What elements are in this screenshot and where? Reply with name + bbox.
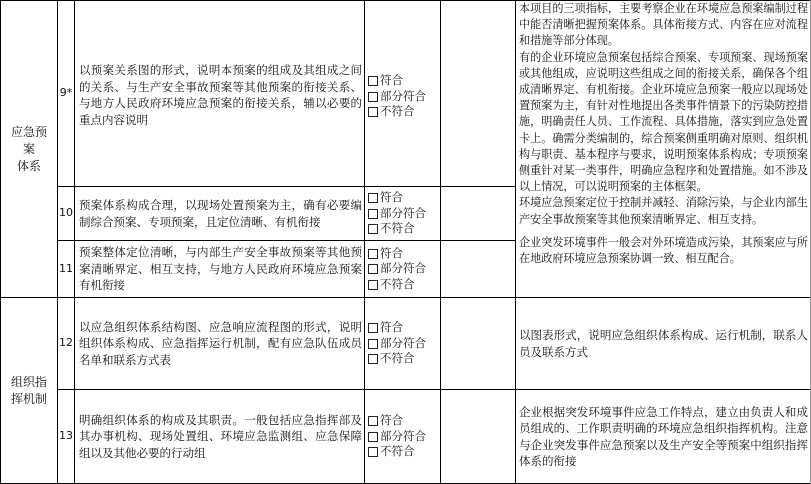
checkbox[interactable] xyxy=(368,323,378,333)
row-number: 12 xyxy=(59,336,73,350)
option-nonconforming[interactable]: 不符合 xyxy=(368,351,440,367)
note-paragraph: 有的企业环境应急预案包括综合预案、专项预案、现场预案或其他组成，应说明这些组成之间的衔接关系，确保各个组成清晰界定、有机衔接。企业环境应急预案一般应以现场处置预案为主，有针对性地提出各类事件情景下的污染防控措施，明确责任人员、工作流程、具体措施，落实到应急处置卡上。确需分类编制的，综合预案侧重明确对原则、组织机构与职责、基本程序与要求，说明预案体系构成；专项预案侧重针对某一类事件，明确应急程序和处置措施。如不涉及以上情况，可以说明预案的主体框架。 xyxy=(519,50,808,194)
option-partial[interactable]: 部分符合 xyxy=(368,206,440,222)
option-conforming[interactable]: 符合 xyxy=(368,190,440,206)
option-group xyxy=(365,390,440,483)
category-cell xyxy=(1,1,57,297)
guidance-note: 以图表形式，说明应急组织体系构成、运行机制，联系人员及联系方式 xyxy=(519,328,808,359)
col-line xyxy=(440,0,441,484)
checkbox[interactable] xyxy=(368,280,378,290)
criterion-text: 预案整体定位清晰，与内部生产安全事故预案等其他预案清晰界定、相互支持，与地方人民政府环境应急预案有机衔接 xyxy=(79,245,362,293)
checkbox[interactable] xyxy=(368,264,378,274)
checkbox[interactable] xyxy=(368,92,378,102)
row-number: 13 xyxy=(59,429,73,443)
criterion-text: 以应急组织体系结构图、应急响应流程图的形式，说明组织体系构成、应急指挥运行机制，配有应急队伍成员名单和联系方式表 xyxy=(79,319,362,367)
option-nonconforming[interactable]: 不符合 xyxy=(368,444,440,460)
category-label: 案 xyxy=(22,141,35,156)
option-partial[interactable]: 部分符合 xyxy=(368,336,440,352)
option-group xyxy=(365,298,440,389)
category-cell xyxy=(1,298,57,483)
row-number: 11 xyxy=(59,261,73,275)
category-label: 组织指 xyxy=(10,374,47,389)
row-number: 9* xyxy=(59,86,73,100)
option-conforming[interactable]: 符合 xyxy=(368,73,440,89)
note-paragraph: 本项目的三项指标，主要考察企业在环境应急预案编制过程中能否清晰把握预案体系。具体衔接方式、内容在应对流程和措施等部分体现。 xyxy=(519,2,808,48)
checkbox[interactable] xyxy=(368,416,378,426)
checkbox[interactable] xyxy=(368,224,378,234)
option-nonconforming[interactable]: 不符合 xyxy=(368,221,440,237)
row-number: 10 xyxy=(59,206,73,220)
option-nonconforming[interactable]: 不符合 xyxy=(368,104,440,120)
option-partial[interactable]: 部分符合 xyxy=(368,429,440,445)
checkbox[interactable] xyxy=(368,354,378,364)
option-conforming[interactable]: 符合 xyxy=(368,320,440,336)
note-paragraph: 企业突发环境事件一般会对外环境造成污染，其预案应与所在地政府环境应急预案协调一致、相互配合。 xyxy=(519,235,808,266)
checkbox[interactable] xyxy=(368,209,378,219)
category-label: 体系 xyxy=(16,158,41,173)
category-label: 应急预 xyxy=(10,124,47,139)
checkbox[interactable] xyxy=(368,432,378,442)
option-group xyxy=(365,187,440,240)
option-group xyxy=(365,1,440,186)
criterion-text: 预案体系构成合理，以现场处置预案为主，确有必要编制综合预案、专项预案，且定位清晰、有机衔接 xyxy=(79,198,362,229)
note-paragraph: 环境应急预案定位于控制并减轻、消除污染，与企业内部生产安全事故预案等其他预案清晰界定、相互支持。 xyxy=(519,196,808,226)
checkbox[interactable] xyxy=(368,447,378,457)
category-label: 挥机制 xyxy=(10,391,47,406)
guidance-note: 企业根据突发环境事件应急工作特点，建立由负责人和成员组成的、工作职责明确的环境应急组织指挥机构。注意与企业突发事件应急预案以及生产安全等预案中组织指挥体系的衔接 xyxy=(519,405,808,468)
checkbox[interactable] xyxy=(368,339,378,349)
option-group xyxy=(365,241,440,297)
option-nonconforming[interactable]: 不符合 xyxy=(368,277,440,293)
option-conforming[interactable]: 符合 xyxy=(368,246,440,262)
checkbox[interactable] xyxy=(368,107,378,117)
option-partial[interactable]: 部分符合 xyxy=(368,261,440,277)
checkbox[interactable] xyxy=(368,193,378,203)
criterion-text: 以预案关系图的形式，说明本预案的组成及其组成之间的关系、与生产安全事故预案等其他预案的衔接关系、与地方人民政府环境应急预案的衔接关系，辅以必要的重点内容说明 xyxy=(79,63,362,127)
option-partial[interactable]: 部分符合 xyxy=(368,89,440,105)
criterion-text: 明确组织体系的构成及其职责。一般包括应急指挥部及其办事机构、现场处置组、环境应急监测组、应急保障组以及其他必要的行动组 xyxy=(79,412,362,460)
option-conforming[interactable]: 符合 xyxy=(368,413,440,429)
checkbox[interactable] xyxy=(368,76,378,86)
checkbox[interactable] xyxy=(368,249,378,259)
guidance-note xyxy=(516,1,810,297)
